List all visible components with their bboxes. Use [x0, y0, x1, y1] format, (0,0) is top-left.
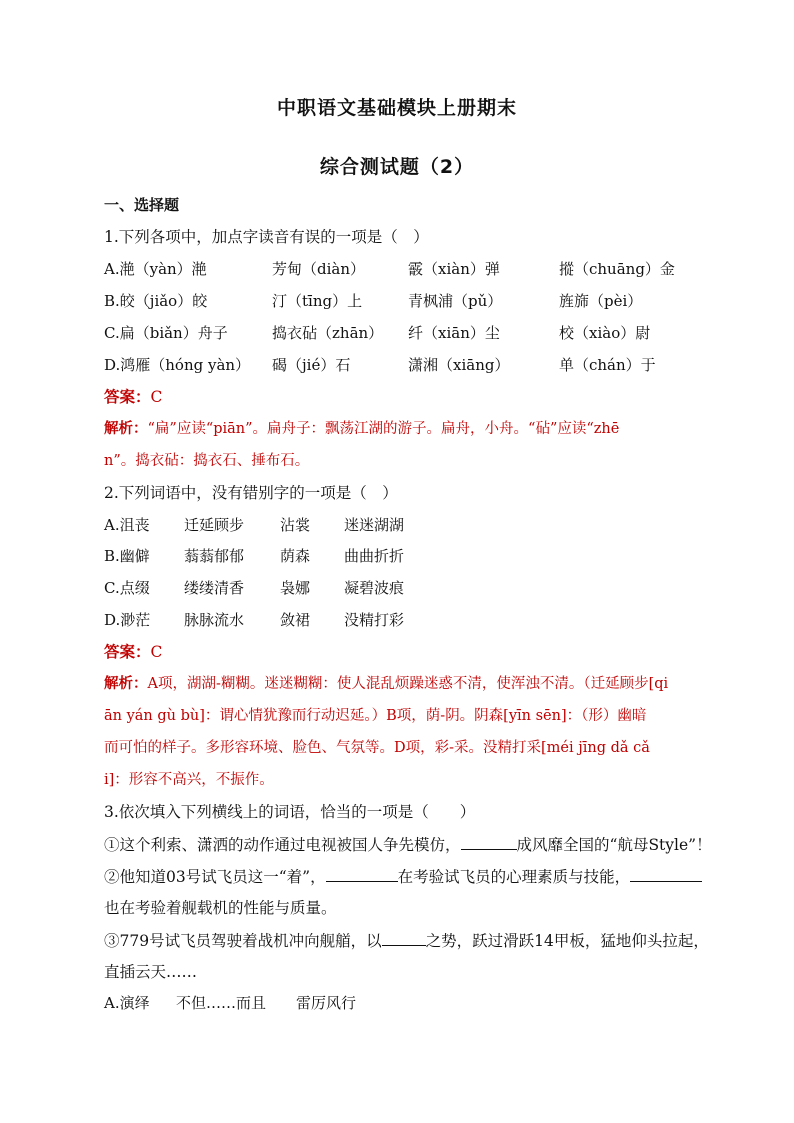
q1-c-item2: 捣衣砧（zhān）: [272, 324, 384, 342]
q2-c-item3: 袅娜: [280, 579, 311, 597]
q3-a-item3: 雷厉风行: [296, 994, 357, 1012]
q3-s1-part1: ①这个利索、潇洒的动作通过电视被国人争先模仿，: [104, 836, 461, 854]
q2-explanation-line3: 而可怕的样子。多形容环境、脸色、气氛等。D项，彩-采。没精打采[méi jīng dǎ cǎ: [104, 740, 650, 756]
q1-expl-label: 解析：: [104, 421, 148, 437]
q1-b-item2: 汀（tīng）上: [272, 292, 363, 310]
q1-d-item2: 碣（jié）石: [272, 356, 351, 374]
q2-c-item2: 缕缕清香: [184, 579, 245, 597]
q1-d-item4: 单（chán）于: [559, 356, 656, 374]
q2-stem: 2.下列词语中，没有错别字的一项是（ ）: [104, 484, 398, 502]
q1-d-item1: D.鸿雁（hóng yàn）: [104, 356, 251, 374]
q1-c-item1: C.扁（biǎn）舟子: [104, 324, 228, 342]
q2-expl-text1: A项，湖湖-糊糊。迷迷糊糊：使人混乱烦躁迷惑不清，使浑浊不清。（迁延顾步[qi: [147, 676, 669, 692]
q3-sentence1: [104, 833, 724, 856]
q3-s3-part2: 之势，跃过滑跃14甲板，猛地仰头拉起，: [425, 932, 709, 950]
q1-a-item2: 芳甸（diàn）: [272, 260, 366, 278]
q3-sentence2-cont: 也在考验着舰载机的性能与质量。: [104, 899, 337, 917]
q2-answer: [104, 641, 724, 663]
q3-a-item1: A.演绎: [104, 994, 150, 1012]
q2-answer-label: 答案：: [104, 643, 151, 661]
q1-answer: [104, 386, 724, 408]
q3-blank2: [326, 865, 398, 882]
q2-a-item4: 迷迷湖湖: [344, 516, 405, 534]
q3-sentence2: [104, 865, 724, 888]
q3-s3-part1: ③779号试飞员驾驶着战机冲向舰艏，以: [104, 932, 382, 950]
q3-blank3: [630, 865, 702, 882]
q3-sentence3: [104, 929, 724, 952]
q2-c-item4: 凝碧波痕: [344, 579, 405, 597]
q3-sentence3-cont: 直插云天……: [104, 963, 198, 981]
q3-s2-part2: 在考验试飞员的心理素质与技能，: [397, 868, 631, 886]
q1-a-item1: A.滟（yàn）滟: [104, 260, 207, 278]
q2-explanation-line4: i]：形容不高兴，不振作。: [104, 772, 274, 788]
q3-s1-part2: 成风靡全国的“航母Style”！: [516, 836, 712, 854]
q2-d-item3: 敛裙: [280, 611, 311, 629]
q1-b-item1: B.皎（jiǎo）皎: [104, 292, 208, 310]
q2-explanation-line2: ān yán gù bù]：谓心情犹豫而行动迟延。）B项，荫-阴。阴森[yīn sēn]：（形）幽暗: [104, 708, 647, 724]
q3-blank1: [461, 833, 517, 850]
q2-d-item4: 没精打彩: [344, 611, 405, 629]
q1-explanation-line2: n”。捣衣砧：捣衣石、捶布石。: [104, 453, 310, 469]
q2-a-item1: A.沮丧: [104, 516, 150, 534]
q2-b-item3: 荫森: [280, 547, 311, 565]
q2-answer-value: C: [150, 643, 163, 661]
section-heading: 一、选择题: [104, 196, 180, 214]
q2-b-item2: 蓊蓊郁郁: [184, 547, 245, 565]
q3-stem: 3.依次填入下列横线上的词语，恰当的一项是（ ）: [104, 803, 476, 821]
q1-a-item4: 摐（chuāng）金: [559, 260, 675, 278]
q3-a-item2: 不但……而且: [176, 994, 267, 1012]
q1-expl-text1: “扁”应读“piān”。扁舟子：飘荡江湖的游子。扁舟，小舟。“砧”应读“zhē: [147, 421, 620, 437]
q1-b-item4: 旌旆（pèi）: [559, 292, 643, 310]
q2-c-item1: C.点缀: [104, 579, 150, 597]
q1-explanation-line1: [104, 418, 724, 440]
q3-blank4: [382, 929, 426, 946]
doc-title-line1: 中职语文基础模块上册期末: [276, 97, 517, 119]
q2-b-item4: 曲曲折折: [344, 547, 405, 565]
q1-a-item3: 霰（xiàn）弹: [408, 260, 500, 278]
q2-a-item2: 迁延顾步: [184, 516, 245, 534]
doc-title-line2: 综合测试题（2）: [319, 156, 475, 178]
q2-d-item2: 脉脉流水: [184, 611, 245, 629]
q2-b-item1: B.幽僻: [104, 547, 150, 565]
q2-explanation-line1: [104, 673, 724, 695]
q1-answer-label: 答案：: [104, 388, 151, 406]
q1-c-item4: 校（xiào）尉: [559, 324, 651, 342]
q1-b-item3: 青枫浦（pǔ）: [408, 292, 503, 310]
q2-expl-label: 解析：: [104, 676, 148, 692]
q1-d-item3: 潇湘（xiāng）: [408, 356, 510, 374]
q1-stem: 1.下列各项中，加点字读音有误的一项是（ ）: [104, 228, 429, 246]
q3-s2-part1: ②他知道03号试飞员这一“着”，: [104, 868, 326, 886]
q1-answer-value: C: [150, 388, 163, 406]
q1-c-item3: 纤（xiān）尘: [408, 324, 500, 342]
q2-a-item3: 沾裳: [280, 516, 311, 534]
q2-d-item1: D.渺茫: [104, 611, 151, 629]
